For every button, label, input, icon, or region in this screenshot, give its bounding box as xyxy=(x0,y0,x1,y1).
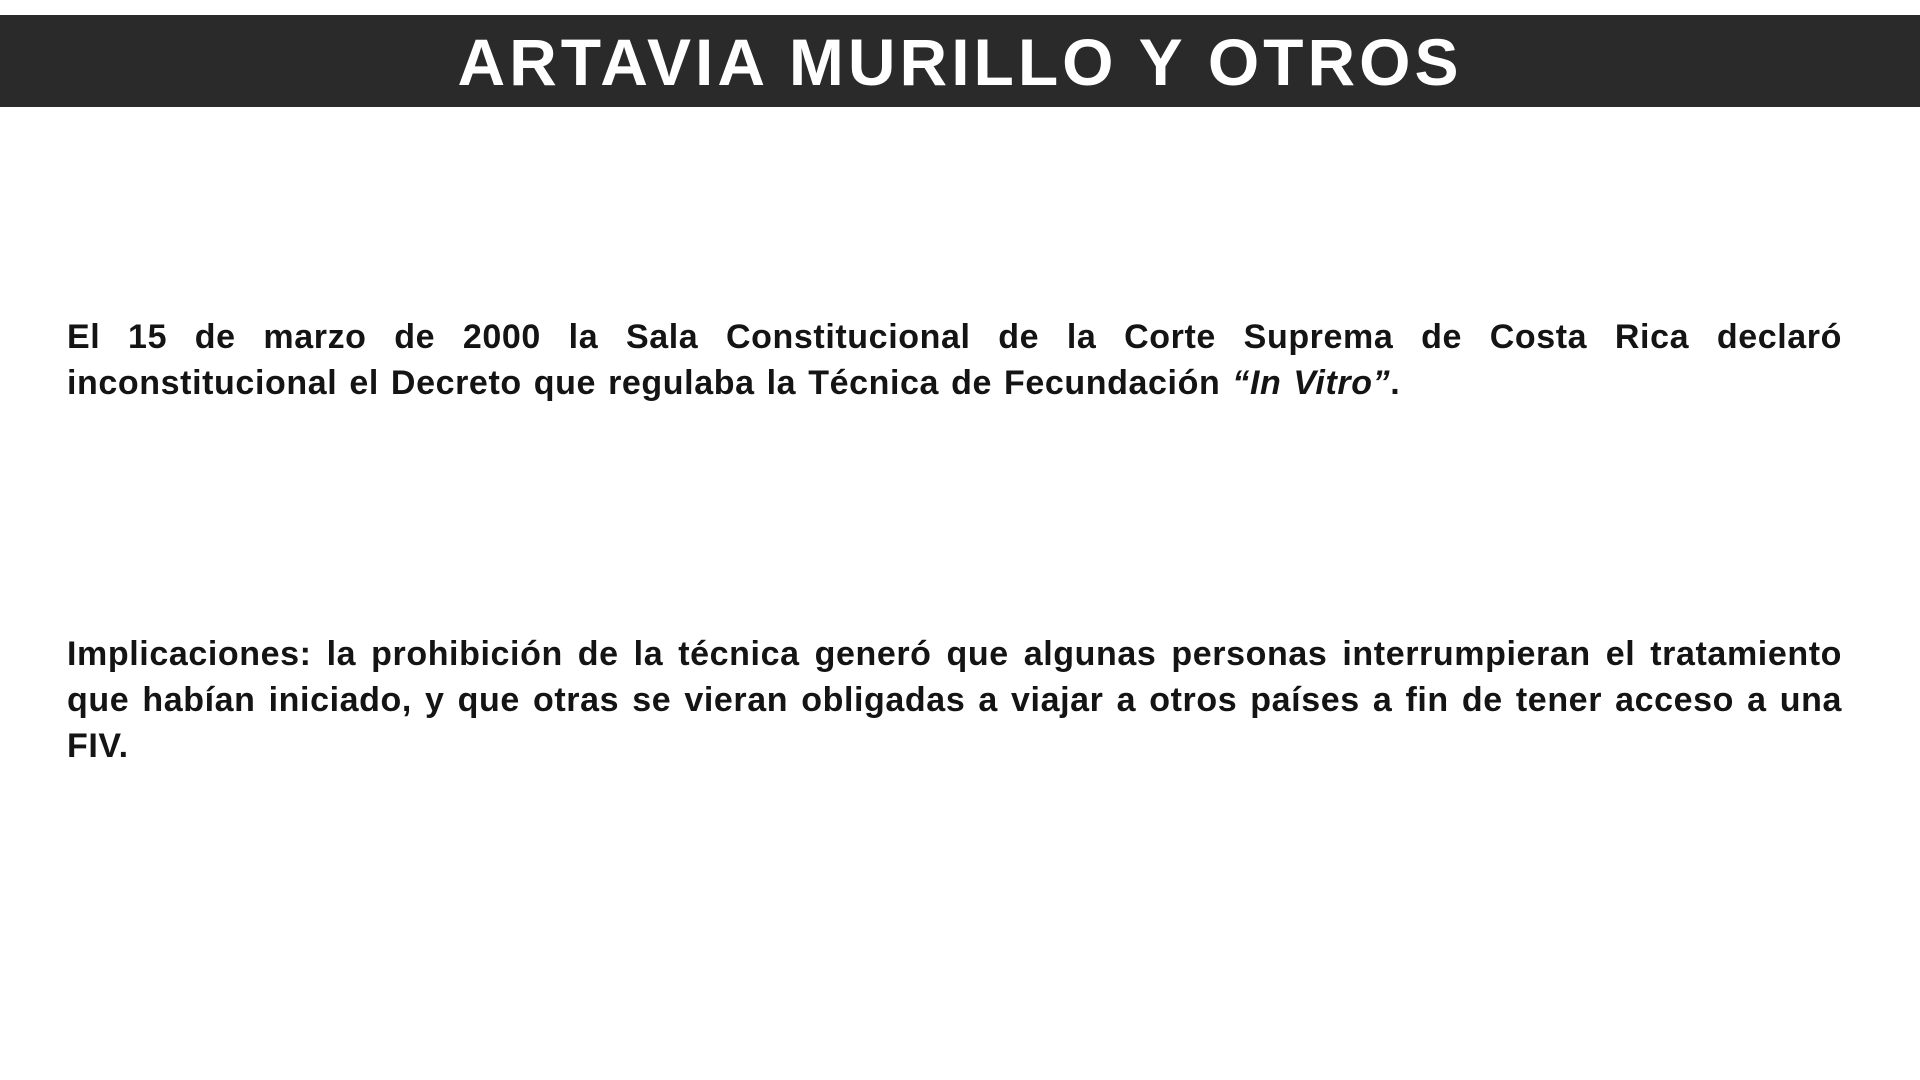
slide-title: ARTAVIA MURILLO Y OTROS xyxy=(457,25,1463,99)
title-bar xyxy=(0,15,1920,107)
in-vitro-emphasis: “In Vitro” xyxy=(1232,364,1391,402)
paragraph-ruling-text: El 15 de marzo de 2000 la Sala Constitucional de la Corte Suprema de Costa Rica declaró inconstitucional el Decreto que regulaba la Técnica de Fecundación xyxy=(67,318,1842,402)
paragraph-ruling xyxy=(67,314,1842,406)
paragraph-ruling-end: . xyxy=(1390,364,1401,402)
paragraph-implications: Implicaciones: la prohibición de la técnica generó que algunas personas interrumpieran el tratamiento que habían iniciado, y que otras se vieran obligadas a viajar a otros países a fin de tener acceso a una FIV. xyxy=(67,635,1842,765)
